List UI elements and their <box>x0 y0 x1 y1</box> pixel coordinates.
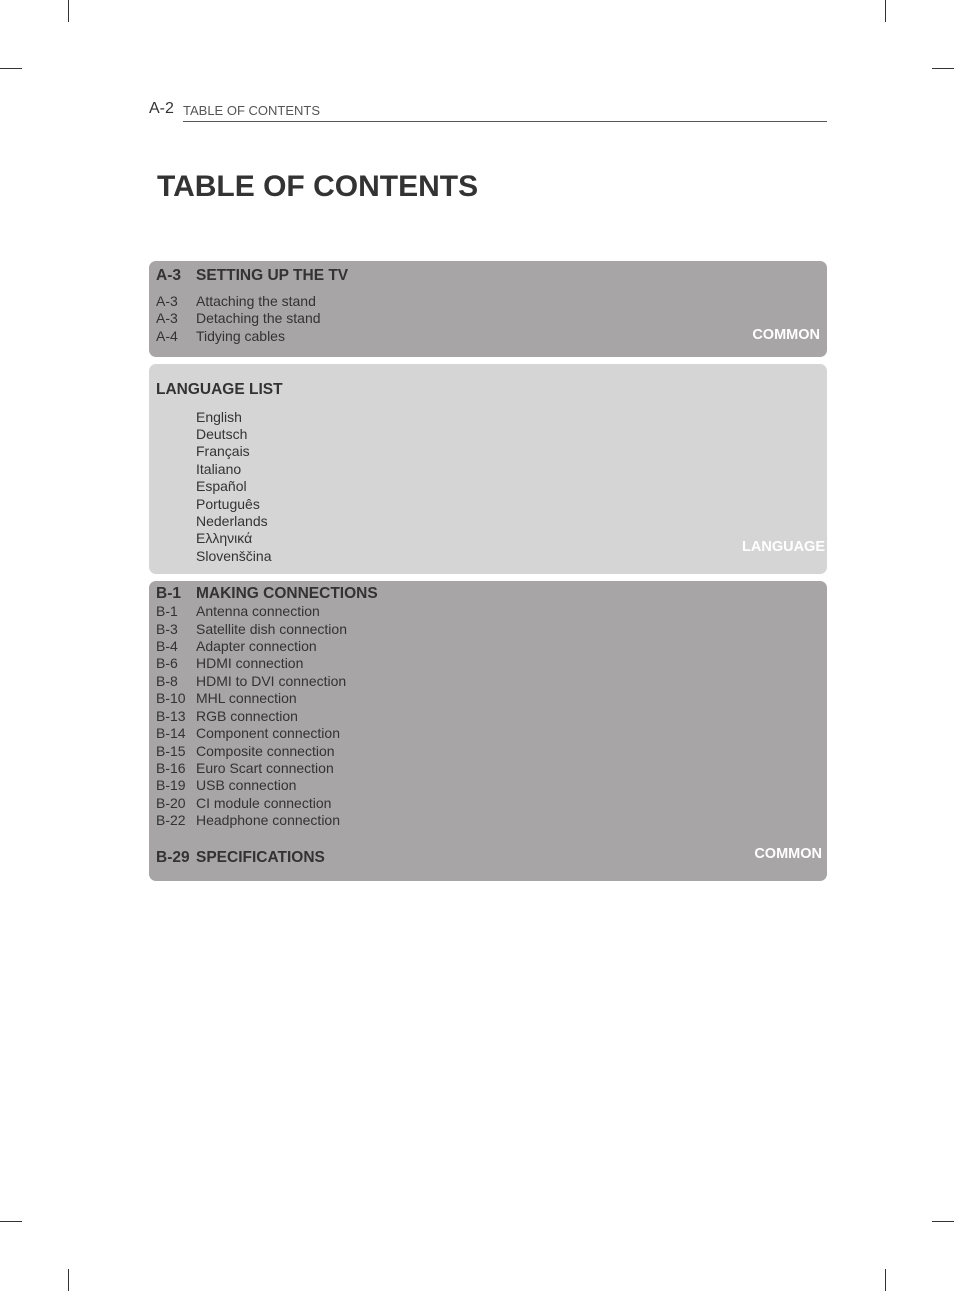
language-name: Deutsch <box>196 426 248 442</box>
entry-page: B-4 <box>156 638 178 654</box>
header-rule <box>183 121 827 122</box>
running-head-title: TABLE OF CONTENTS <box>183 103 320 118</box>
running-head <box>149 100 827 122</box>
entry-page: B-13 <box>156 708 186 724</box>
entry-title: Component connection <box>196 725 340 741</box>
entry-title: Tidying cables <box>196 328 285 344</box>
entry-page: B-14 <box>156 725 186 741</box>
entry-page: B-22 <box>156 812 186 828</box>
entry-title: Satellite dish connection <box>196 621 347 637</box>
entry-page: B-8 <box>156 673 178 689</box>
common-section <box>149 261 827 357</box>
language-name: Português <box>196 496 260 512</box>
crop-mark <box>0 68 22 69</box>
entry-page: A-3 <box>156 310 178 326</box>
language-name: English <box>196 409 242 425</box>
entry-title: HDMI to DVI connection <box>196 673 347 689</box>
entry-page: B-16 <box>156 760 186 776</box>
section-tab-label: LANGUAGE <box>742 539 825 555</box>
entry-title: Adapter connection <box>196 638 317 654</box>
section-heading[interactable]: LANGUAGE LIST <box>156 381 283 398</box>
entry-page: B-1 <box>156 603 178 619</box>
crop-mark <box>885 0 886 22</box>
section-title: MAKING CONNECTIONS <box>196 585 378 602</box>
entry-page: B-6 <box>156 655 178 671</box>
crop-mark <box>885 1269 886 1291</box>
section-tab-label: COMMON <box>752 327 820 343</box>
crop-mark <box>68 0 69 22</box>
entry-page: B-19 <box>156 777 186 793</box>
entry-page: B-10 <box>156 690 186 706</box>
entry-page: B-15 <box>156 743 186 759</box>
language-name: Nederlands <box>196 513 268 529</box>
entry-title: CI module connection <box>196 795 332 811</box>
crop-mark <box>932 68 954 69</box>
section-page: A-3 <box>156 267 181 284</box>
language-section <box>149 364 827 574</box>
entry-page: A-4 <box>156 328 178 344</box>
page-number: A-2 <box>149 100 174 117</box>
entry-title: Attaching the stand <box>196 293 316 309</box>
page-title: TABLE OF CONTENTS <box>157 170 479 203</box>
entry-page: B-3 <box>156 621 178 637</box>
language-name: Italiano <box>196 461 242 477</box>
entry-title: RGB connection <box>196 708 298 724</box>
entry-page: B-20 <box>156 795 186 811</box>
crop-mark <box>0 1221 22 1222</box>
entry-title: Euro Scart connection <box>196 760 334 776</box>
section-page: B-1 <box>156 585 181 602</box>
section-title: SPECIFICATIONS <box>196 849 325 866</box>
language-name: Ελληνικά <box>196 530 253 546</box>
language-name: Slovenščina <box>196 548 272 564</box>
entry-page: A-3 <box>156 293 178 309</box>
entry-title: USB connection <box>196 777 297 793</box>
language-name: Français <box>196 443 250 459</box>
section-title: SETTING UP THE TV <box>196 267 349 284</box>
entry-title: Composite connection <box>196 743 335 759</box>
entry-title: MHL connection <box>196 690 297 706</box>
section-tab-label: COMMON <box>754 846 822 862</box>
entry-title: Headphone connection <box>196 812 341 828</box>
entry-title: Detaching the stand <box>196 310 321 326</box>
crop-mark <box>932 1221 954 1222</box>
section-page: B-29 <box>156 849 190 866</box>
language-name: Español <box>196 478 247 494</box>
connections-section <box>149 581 827 881</box>
entry-title: Antenna connection <box>196 603 320 619</box>
crop-mark <box>68 1269 69 1291</box>
entry-title: HDMI connection <box>196 655 304 671</box>
